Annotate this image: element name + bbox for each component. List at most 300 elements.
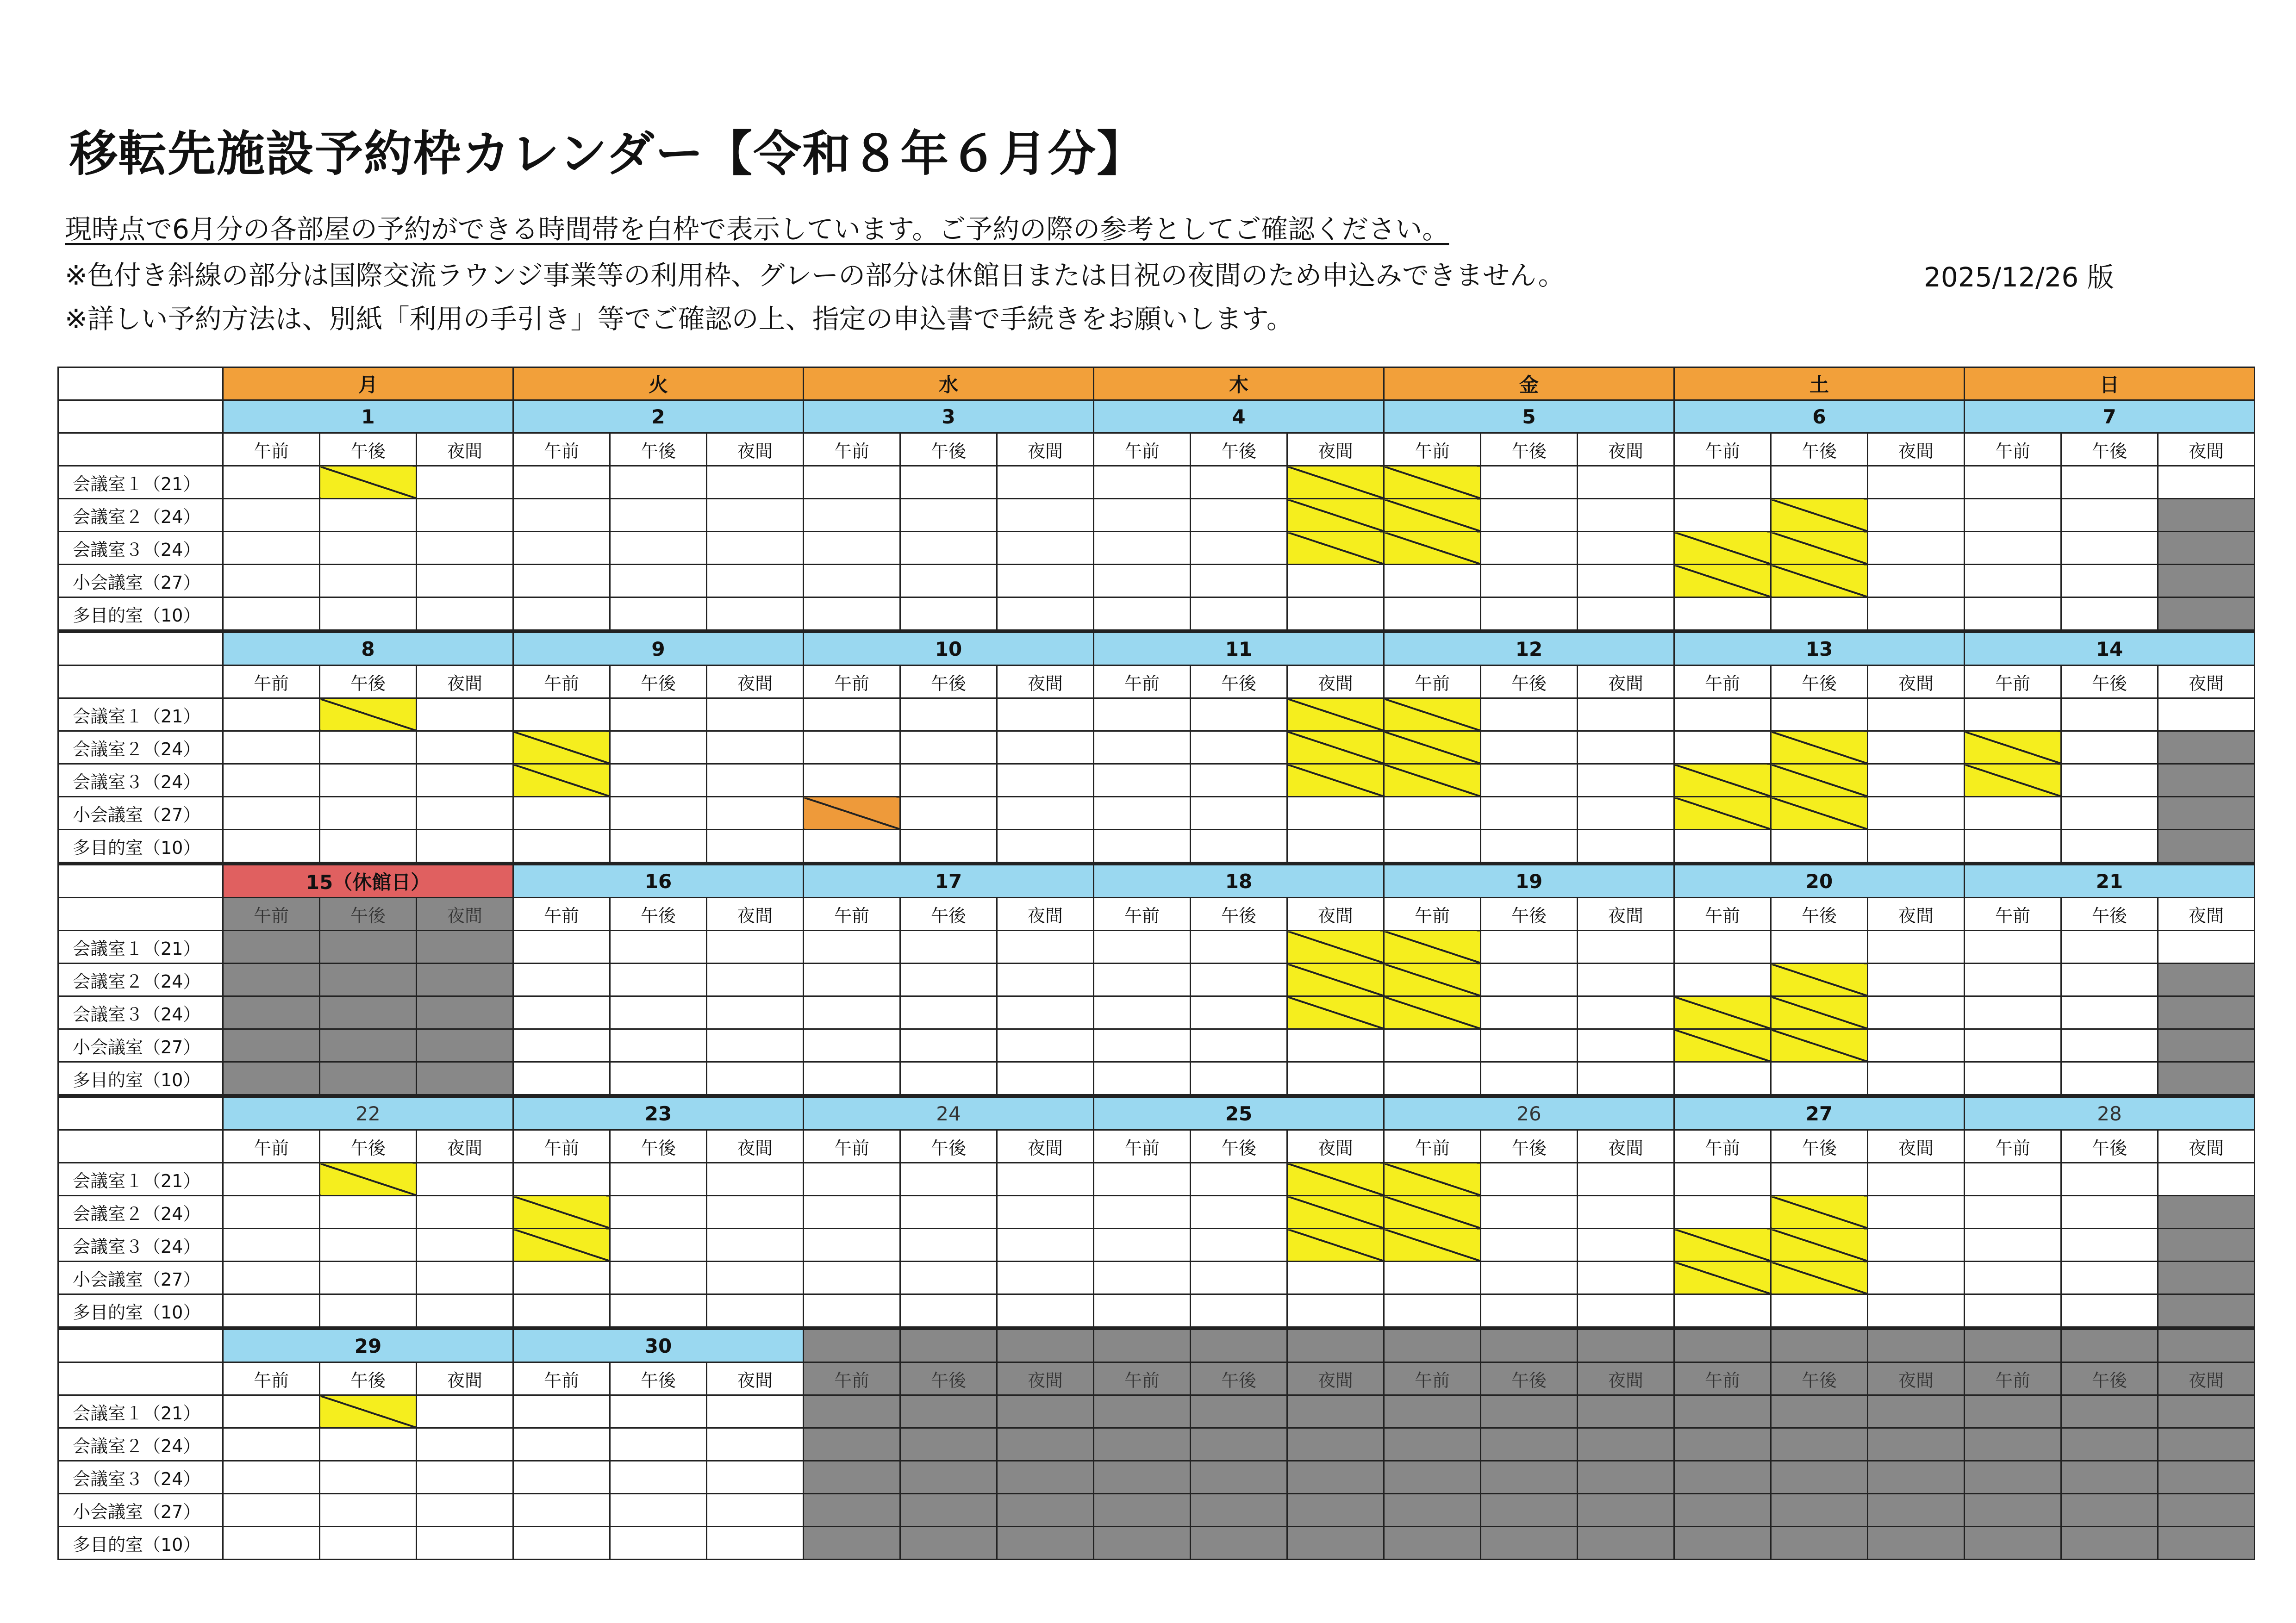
- reserved-cell: [1287, 698, 1384, 731]
- time-slot-header: 午前: [1965, 665, 2061, 698]
- available-cell: [2061, 996, 2158, 1029]
- time-slot-header: 午後: [1771, 433, 1868, 466]
- available-cell: [1771, 698, 1868, 731]
- unavailable-cell: [2158, 1229, 2255, 1262]
- available-cell: [223, 1428, 320, 1461]
- time-slot-header: 午前: [1384, 433, 1481, 466]
- available-cell: [1578, 1029, 1674, 1062]
- reserved-cell: [804, 797, 900, 830]
- unavailable-cell: [1674, 1428, 1771, 1461]
- available-cell: [1384, 597, 1481, 632]
- unavailable-cell: [1384, 1527, 1481, 1560]
- unavailable-cell: [900, 1395, 997, 1428]
- available-cell: [804, 466, 900, 499]
- available-cell: [1481, 1262, 1578, 1294]
- time-slot-header: 午前: [1384, 1130, 1481, 1163]
- available-cell: [804, 996, 900, 1029]
- unavailable-cell: [804, 1461, 900, 1494]
- available-cell: [1868, 698, 1965, 731]
- time-slot-header: 午前: [1674, 1130, 1771, 1163]
- unavailable-cell: [1287, 1395, 1384, 1428]
- available-cell: [320, 1262, 417, 1294]
- time-slot-header: 午前: [1384, 665, 1481, 698]
- available-cell: [2158, 466, 2255, 499]
- available-cell: [513, 532, 610, 565]
- date-header: 4: [1094, 400, 1384, 433]
- available-cell: [1481, 1294, 1578, 1329]
- time-slot-header: 午後: [1191, 1362, 1287, 1395]
- available-cell: [1578, 1262, 1674, 1294]
- room-label: 小会議室（27）: [58, 1262, 223, 1294]
- available-cell: [997, 1262, 1094, 1294]
- available-cell: [610, 931, 707, 964]
- available-cell: [900, 698, 997, 731]
- unavailable-cell: [2158, 1196, 2255, 1229]
- date-header: 27: [1674, 1096, 1965, 1130]
- available-cell: [513, 1029, 610, 1062]
- room-column-header: [58, 1130, 223, 1163]
- time-slot-header: 午前: [223, 433, 320, 466]
- time-slot-header: 夜間: [2158, 1130, 2255, 1163]
- available-cell: [1868, 764, 1965, 797]
- time-slot-header: 午後: [1771, 1362, 1868, 1395]
- time-slot-header: 午後: [1191, 433, 1287, 466]
- unavailable-cell: [804, 1494, 900, 1527]
- available-cell: [1578, 1229, 1674, 1262]
- available-cell: [223, 764, 320, 797]
- unavailable-cell: [2158, 764, 2255, 797]
- available-cell: [1191, 931, 1287, 964]
- available-cell: [804, 1062, 900, 1096]
- available-cell: [417, 565, 513, 597]
- available-cell: [1674, 1294, 1771, 1329]
- available-cell: [1965, 1196, 2061, 1229]
- available-cell: [1674, 964, 1771, 996]
- time-slot-header: 午前: [223, 1362, 320, 1395]
- available-cell: [610, 499, 707, 532]
- available-cell: [1674, 466, 1771, 499]
- room-label: 会議室３（24）: [58, 1461, 223, 1494]
- room-column-header: [58, 1362, 223, 1395]
- available-cell: [320, 499, 417, 532]
- available-cell: [804, 1229, 900, 1262]
- available-cell: [997, 1062, 1094, 1096]
- available-cell: [1578, 1196, 1674, 1229]
- unavailable-cell: [2158, 731, 2255, 764]
- unavailable-cell: [2158, 1428, 2255, 1461]
- unavailable-cell: [1287, 1461, 1384, 1494]
- unavailable-cell: [1191, 1328, 1287, 1362]
- available-cell: [707, 597, 804, 632]
- available-cell: [513, 565, 610, 597]
- room-label: 会議室１（21）: [58, 931, 223, 964]
- note-booking-method: ※詳しい予約方法は、別紙「利用の手引き」等でご確認の上、指定の申込書で手続きをお願いします。: [65, 303, 1293, 335]
- available-cell: [417, 731, 513, 764]
- reserved-cell: [1384, 1229, 1481, 1262]
- available-cell: [417, 764, 513, 797]
- available-cell: [900, 565, 997, 597]
- available-cell: [223, 797, 320, 830]
- room-label: 会議室２（24）: [58, 964, 223, 996]
- time-slot-header: 午後: [1481, 665, 1578, 698]
- unavailable-cell: [2158, 1527, 2255, 1560]
- available-cell: [1287, 1062, 1384, 1096]
- time-slot-header: 夜間: [1868, 1362, 1965, 1395]
- available-cell: [513, 830, 610, 864]
- unavailable-cell: [1771, 1461, 1868, 1494]
- date-header: 17: [804, 864, 1094, 898]
- time-slot-header: 午前: [1094, 898, 1191, 931]
- available-cell: [417, 1527, 513, 1560]
- reserved-cell: [513, 1229, 610, 1262]
- available-cell: [900, 797, 997, 830]
- available-cell: [997, 532, 1094, 565]
- time-slot-header: 夜間: [707, 1130, 804, 1163]
- available-cell: [610, 731, 707, 764]
- available-cell: [997, 698, 1094, 731]
- available-cell: [900, 532, 997, 565]
- reserved-cell: [1384, 964, 1481, 996]
- available-cell: [223, 1395, 320, 1428]
- time-slot-header: 夜間: [2158, 1362, 2255, 1395]
- available-cell: [1868, 731, 1965, 764]
- available-cell: [417, 1229, 513, 1262]
- room-label: 会議室２（24）: [58, 1428, 223, 1461]
- reserved-cell: [1771, 499, 1868, 532]
- time-slot-header: 夜間: [707, 1362, 804, 1395]
- room-label: 会議室２（24）: [58, 1196, 223, 1229]
- room-column-header: [58, 665, 223, 698]
- time-slot-header: 午後: [610, 1130, 707, 1163]
- available-cell: [1868, 1029, 1965, 1062]
- available-cell: [610, 532, 707, 565]
- available-cell: [900, 1294, 997, 1329]
- available-cell: [997, 1196, 1094, 1229]
- available-cell: [804, 499, 900, 532]
- unavailable-cell: [1578, 1395, 1674, 1428]
- reserved-cell: [1384, 764, 1481, 797]
- available-cell: [610, 1262, 707, 1294]
- time-slot-header: 夜間: [417, 1362, 513, 1395]
- available-cell: [900, 597, 997, 632]
- available-cell: [1094, 499, 1191, 532]
- available-cell: [223, 1262, 320, 1294]
- available-cell: [610, 1029, 707, 1062]
- date-header: 18: [1094, 864, 1384, 898]
- available-cell: [1094, 565, 1191, 597]
- available-cell: [1481, 1163, 1578, 1196]
- available-cell: [1481, 830, 1578, 864]
- unavailable-cell: [1868, 1527, 1965, 1560]
- available-cell: [1965, 565, 2061, 597]
- reserved-cell: [1384, 996, 1481, 1029]
- available-cell: [1094, 931, 1191, 964]
- available-cell: [320, 1428, 417, 1461]
- available-cell: [1481, 964, 1578, 996]
- available-cell: [804, 1029, 900, 1062]
- date-header: 29: [223, 1328, 513, 1362]
- time-slot-header: 夜間: [707, 665, 804, 698]
- available-cell: [223, 1527, 320, 1560]
- available-cell: [1578, 830, 1674, 864]
- available-cell: [1191, 565, 1287, 597]
- available-cell: [1191, 1229, 1287, 1262]
- available-cell: [1965, 466, 2061, 499]
- reserved-cell: [1771, 731, 1868, 764]
- available-cell: [900, 1196, 997, 1229]
- unavailable-cell: [804, 1328, 900, 1362]
- available-cell: [1965, 597, 2061, 632]
- unavailable-cell: [1578, 1428, 1674, 1461]
- reserved-cell: [320, 466, 417, 499]
- unavailable-cell: [1384, 1328, 1481, 1362]
- reserved-cell: [1287, 499, 1384, 532]
- room-label: 多目的室（10）: [58, 597, 223, 632]
- reserved-cell: [1287, 1229, 1384, 1262]
- reserved-cell: [1287, 1196, 1384, 1229]
- available-cell: [1578, 532, 1674, 565]
- unavailable-cell: [1191, 1395, 1287, 1428]
- time-slot-header: 夜間: [1578, 665, 1674, 698]
- date-header: 5: [1384, 400, 1674, 433]
- date-header: 7: [1965, 400, 2255, 433]
- unavailable-cell: [223, 931, 320, 964]
- available-cell: [1868, 830, 1965, 864]
- time-slot-header: 午前: [1965, 433, 2061, 466]
- available-cell: [1094, 1262, 1191, 1294]
- available-cell: [1674, 731, 1771, 764]
- available-cell: [610, 797, 707, 830]
- available-cell: [417, 1428, 513, 1461]
- available-cell: [1481, 1029, 1578, 1062]
- available-cell: [2061, 1294, 2158, 1329]
- reserved-cell: [320, 1395, 417, 1428]
- time-slot-header: 午後: [900, 898, 997, 931]
- reserved-cell: [1384, 931, 1481, 964]
- reserved-cell: [1287, 764, 1384, 797]
- room-label: 会議室３（24）: [58, 1229, 223, 1262]
- unavailable-cell: [417, 964, 513, 996]
- unavailable-cell: [900, 1461, 997, 1494]
- available-cell: [2061, 797, 2158, 830]
- unavailable-cell: [223, 1029, 320, 1062]
- available-cell: [610, 1196, 707, 1229]
- reserved-cell: [1384, 532, 1481, 565]
- room-label: 会議室３（24）: [58, 532, 223, 565]
- available-cell: [513, 1395, 610, 1428]
- time-slot-header: 午後: [1771, 898, 1868, 931]
- available-cell: [707, 565, 804, 597]
- time-slot-header: 午後: [900, 665, 997, 698]
- reserved-cell: [1384, 1163, 1481, 1196]
- time-slot-header: 夜間: [997, 898, 1094, 931]
- time-slot-header: 午後: [900, 1362, 997, 1395]
- date-header: 28: [1965, 1096, 2255, 1130]
- weekday-header: 日: [1965, 367, 2255, 400]
- time-slot-header: 夜間: [997, 665, 1094, 698]
- available-cell: [610, 830, 707, 864]
- available-cell: [513, 1163, 610, 1196]
- unavailable-cell: [1771, 1494, 1868, 1527]
- available-cell: [513, 1062, 610, 1096]
- time-slot-header: 夜間: [1287, 1130, 1384, 1163]
- available-cell: [707, 731, 804, 764]
- available-cell: [610, 1461, 707, 1494]
- time-slot-header: 夜間: [1868, 433, 1965, 466]
- unavailable-cell: [2061, 1395, 2158, 1428]
- available-cell: [1578, 565, 1674, 597]
- reserved-cell: [1771, 532, 1868, 565]
- unavailable-cell: [900, 1328, 997, 1362]
- unavailable-cell: [1771, 1328, 1868, 1362]
- available-cell: [1965, 830, 2061, 864]
- available-cell: [1094, 830, 1191, 864]
- available-cell: [1191, 1294, 1287, 1329]
- available-cell: [513, 1428, 610, 1461]
- available-cell: [417, 1163, 513, 1196]
- unavailable-cell: [417, 1029, 513, 1062]
- date-header: 11: [1094, 631, 1384, 665]
- available-cell: [513, 597, 610, 632]
- room-label: 多目的室（10）: [58, 1062, 223, 1096]
- available-cell: [610, 1163, 707, 1196]
- available-cell: [513, 1527, 610, 1560]
- time-slot-header: 午後: [2061, 433, 2158, 466]
- date-header: 10: [804, 631, 1094, 665]
- available-cell: [1965, 1163, 2061, 1196]
- unavailable-cell: [2061, 1527, 2158, 1560]
- unavailable-cell: [1965, 1527, 2061, 1560]
- available-cell: [1481, 1062, 1578, 1096]
- available-cell: [1384, 565, 1481, 597]
- unavailable-cell: [1965, 1428, 2061, 1461]
- available-cell: [2061, 830, 2158, 864]
- available-cell: [320, 1294, 417, 1329]
- available-cell: [1965, 797, 2061, 830]
- room-label: 小会議室（27）: [58, 797, 223, 830]
- available-cell: [223, 1196, 320, 1229]
- date-header: 3: [804, 400, 1094, 433]
- available-cell: [997, 466, 1094, 499]
- time-slot-header: 午前: [804, 1130, 900, 1163]
- unavailable-cell: [1384, 1461, 1481, 1494]
- date-header: 2: [513, 400, 804, 433]
- available-cell: [1481, 532, 1578, 565]
- weekday-header: 水: [804, 367, 1094, 400]
- available-cell: [223, 1494, 320, 1527]
- time-slot-header: 午後: [610, 1362, 707, 1395]
- unavailable-cell: [2061, 1494, 2158, 1527]
- reserved-cell: [1287, 466, 1384, 499]
- time-slot-header: 午前: [513, 433, 610, 466]
- reserved-cell: [1384, 698, 1481, 731]
- available-cell: [610, 1428, 707, 1461]
- available-cell: [417, 1494, 513, 1527]
- available-cell: [707, 1294, 804, 1329]
- available-cell: [1674, 597, 1771, 632]
- date-header: 6: [1674, 400, 1965, 433]
- available-cell: [707, 1163, 804, 1196]
- available-cell: [707, 499, 804, 532]
- available-cell: [417, 797, 513, 830]
- available-cell: [707, 931, 804, 964]
- available-cell: [1287, 830, 1384, 864]
- available-cell: [1481, 764, 1578, 797]
- time-slot-header: 午後: [1481, 1130, 1578, 1163]
- unavailable-cell: [1094, 1527, 1191, 1560]
- available-cell: [804, 597, 900, 632]
- available-cell: [610, 964, 707, 996]
- unavailable-cell: [804, 1428, 900, 1461]
- available-cell: [1481, 1196, 1578, 1229]
- date-header: 1: [223, 400, 513, 433]
- available-cell: [1965, 532, 2061, 565]
- available-cell: [513, 797, 610, 830]
- available-cell: [707, 1428, 804, 1461]
- available-cell: [997, 499, 1094, 532]
- available-cell: [2061, 1062, 2158, 1096]
- available-cell: [2061, 532, 2158, 565]
- available-cell: [1481, 466, 1578, 499]
- time-slot-header: 午前: [513, 665, 610, 698]
- time-slot-header: 夜間: [1287, 433, 1384, 466]
- time-slot-header: 夜間: [1868, 1130, 1965, 1163]
- available-cell: [223, 532, 320, 565]
- available-cell: [1191, 698, 1287, 731]
- time-slot-header: 夜間: [1287, 665, 1384, 698]
- available-cell: [707, 1395, 804, 1428]
- unavailable-cell: [1965, 1395, 2061, 1428]
- reserved-cell: [1287, 996, 1384, 1029]
- unavailable-cell: [900, 1527, 997, 1560]
- available-cell: [417, 466, 513, 499]
- room-label: 会議室２（24）: [58, 731, 223, 764]
- unavailable-cell: [2158, 499, 2255, 532]
- date-header: 14: [1965, 631, 2255, 665]
- available-cell: [707, 698, 804, 731]
- unavailable-cell: [320, 996, 417, 1029]
- time-slot-header: 午前: [513, 1130, 610, 1163]
- time-slot-header: 夜間: [707, 898, 804, 931]
- available-cell: [1191, 499, 1287, 532]
- time-slot-header: 午前: [804, 898, 900, 931]
- available-cell: [1578, 996, 1674, 1029]
- unavailable-cell: [1191, 1527, 1287, 1560]
- available-cell: [1965, 964, 2061, 996]
- available-cell: [223, 565, 320, 597]
- available-cell: [1868, 1262, 1965, 1294]
- unavailable-cell: [1965, 1328, 2061, 1362]
- available-cell: [997, 1229, 1094, 1262]
- available-cell: [610, 1294, 707, 1329]
- room-label: 小会議室（27）: [58, 1029, 223, 1062]
- time-slot-header: 夜間: [2158, 898, 2255, 931]
- unavailable-cell: [320, 1062, 417, 1096]
- available-cell: [1481, 797, 1578, 830]
- available-cell: [1094, 1196, 1191, 1229]
- available-cell: [804, 532, 900, 565]
- available-cell: [1094, 797, 1191, 830]
- available-cell: [1578, 797, 1674, 830]
- available-cell: [1191, 1196, 1287, 1229]
- available-cell: [1094, 1029, 1191, 1062]
- unavailable-cell: [1481, 1395, 1578, 1428]
- available-cell: [804, 731, 900, 764]
- reserved-cell: [1771, 797, 1868, 830]
- available-cell: [513, 499, 610, 532]
- available-cell: [1481, 499, 1578, 532]
- available-cell: [1094, 964, 1191, 996]
